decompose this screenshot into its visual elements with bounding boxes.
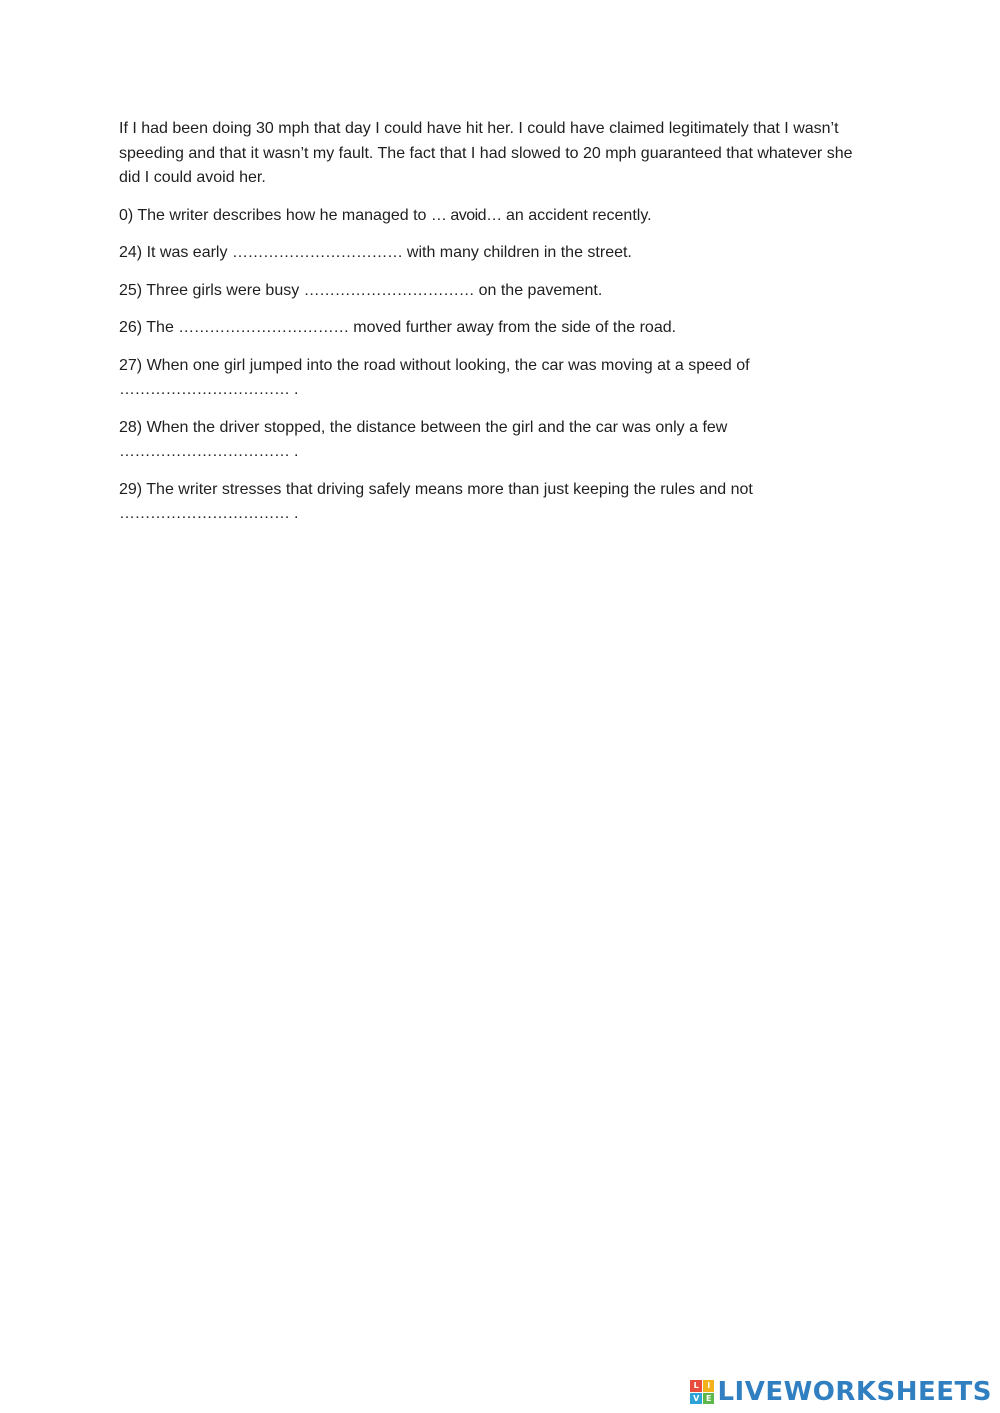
logo-mark-letter: E: [703, 1393, 715, 1405]
question-26: [119, 316, 864, 341]
question-text: an accident recently.: [501, 206, 652, 224]
logo-mark-letter: I: [703, 1380, 715, 1392]
question-text: 25) Three girls were busy: [119, 281, 304, 299]
question-text: 27) When one girl jumped into the road without looking, the car was moving at a speed of: [119, 356, 750, 374]
question-text: .: [289, 381, 299, 398]
question-text: 26) The: [119, 319, 179, 336]
liveworksheets-footer: [690, 1377, 992, 1407]
question-29: [119, 478, 864, 527]
question-text: 0) The writer describes how he managed to: [119, 206, 431, 224]
question-text: moved further away from the side of the road.: [348, 319, 677, 336]
question-0: [119, 204, 864, 229]
question-text: .: [289, 443, 299, 460]
question-text: with many children in the street.: [402, 244, 632, 261]
question-28: [119, 416, 864, 465]
answer-blank[interactable]: ……………………………: [231, 244, 403, 261]
brand-text: LIVEWORKSHEETS: [717, 1377, 992, 1407]
answer-blank[interactable]: ……………………………: [119, 381, 290, 398]
question-text: 29) The writer stresses that driving safely means more than just keeping the rules and not: [119, 480, 753, 498]
answer-blank[interactable]: ……………………………: [119, 443, 290, 460]
answer-blank[interactable]: ……………………………: [303, 281, 475, 299]
question-text: 24) It was early: [119, 244, 232, 261]
worksheet-page: [119, 117, 864, 540]
intro-paragraph: If I had been doing 30 mph that day I could have hit her. I could have claimed legitimately that I wasn’t speeding and that it wasn’t my fault. The fact that I had slowed to 20 mph guaranteed that whatever she did I could avoid her.: [119, 120, 853, 186]
liveworksheets-logo-icon: [690, 1380, 714, 1404]
question-25: [119, 279, 864, 304]
answer-blank[interactable]: ……………………………: [119, 505, 290, 522]
logo-mark-letter: L: [690, 1380, 702, 1392]
answer-blank[interactable]: … avoid…: [430, 206, 502, 224]
answer-blank[interactable]: ……………………………: [178, 319, 349, 336]
question-text: 28) When the driver stopped, the distance between the girl and the car was only a few: [119, 418, 728, 436]
question-27: [119, 354, 864, 403]
question-24: [119, 241, 864, 266]
question-text: on the pavement.: [474, 281, 603, 299]
question-text: .: [289, 505, 299, 522]
logo-mark-letter: V: [690, 1393, 702, 1405]
